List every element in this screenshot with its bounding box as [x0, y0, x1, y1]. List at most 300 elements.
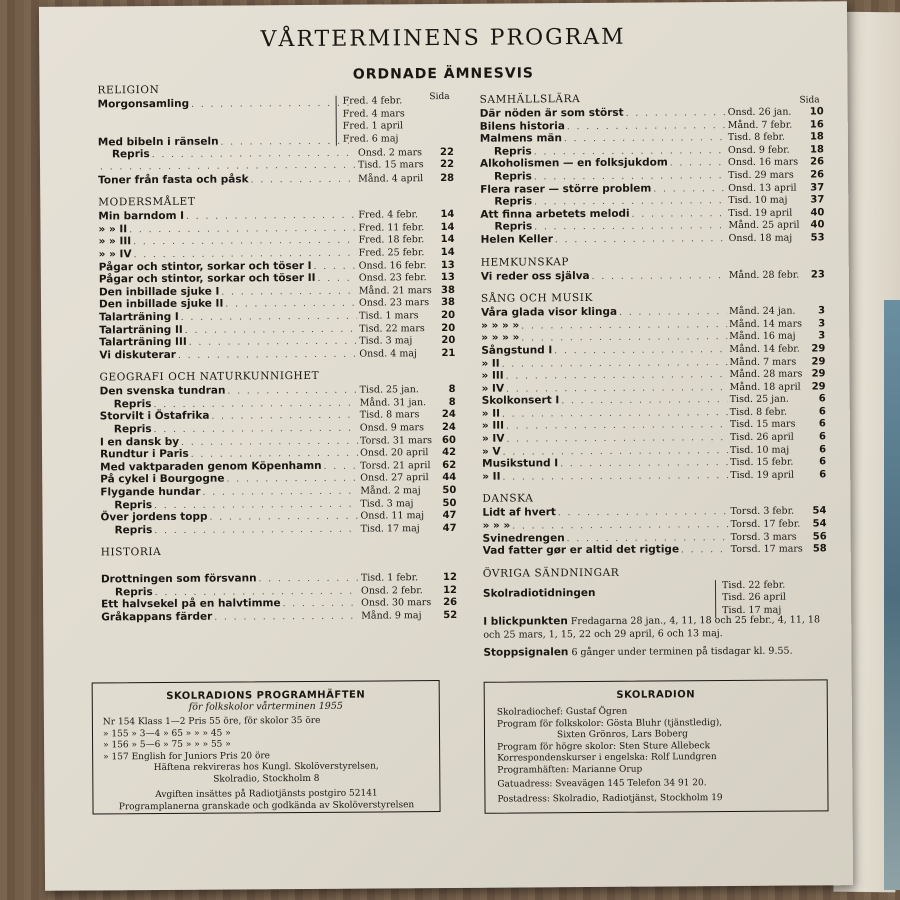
box-line: Skolradiochef: Gustaf Ögren — [496, 706, 628, 718]
page-number: 24 — [441, 421, 456, 434]
page-number: 40 — [810, 219, 825, 231]
program-row — [98, 208, 454, 223]
page-number: 13 — [440, 259, 455, 271]
program-title: Svinedrengen — [482, 531, 565, 545]
program-row — [101, 571, 457, 586]
program-date: Torsd. 17 febr. — [730, 518, 801, 531]
dot-leader — [186, 210, 356, 224]
program-row — [482, 579, 827, 617]
dot-leader — [189, 336, 358, 350]
program-date: Onsd. 2 mars — [357, 147, 423, 159]
program-title: Vi reder oss själva — [480, 269, 590, 283]
program-row — [99, 284, 455, 299]
program-row — [98, 221, 454, 236]
program-date: Onsd. 27 april — [360, 472, 429, 485]
program-date: Månd. 24 jan. — [729, 305, 796, 318]
program-title: Den inbillade sjuke II — [98, 297, 224, 311]
page-number: 21 — [441, 347, 456, 359]
brace-date: Fred. 1 april — [342, 120, 404, 132]
program-title: Talarträning III — [99, 335, 187, 349]
page-number: 54 — [812, 505, 827, 517]
program-title: Min barndom I — [98, 209, 185, 223]
page-number: 38 — [440, 284, 455, 296]
program-row — [480, 181, 824, 196]
program-title: Repris — [114, 585, 153, 598]
page-number: 26 — [810, 156, 825, 168]
program-date: Fred. 25 febr. — [358, 247, 425, 259]
dot-leader — [564, 132, 726, 146]
program-date: Tisd. 15 mars — [357, 159, 424, 171]
program-row — [99, 296, 455, 311]
dot-leader — [227, 385, 357, 399]
page-number: 6 — [819, 444, 827, 456]
program-date: Månd. 2 maj — [360, 485, 421, 497]
program-title: » » » » — [481, 331, 520, 345]
program-row — [480, 194, 824, 209]
program-row — [101, 609, 457, 624]
program-row — [482, 505, 826, 520]
program-title: Över jordens topp — [100, 510, 208, 524]
program-title: Gråkappans färder — [101, 610, 213, 624]
page-number: 60 — [441, 434, 456, 446]
page-number: 6 — [818, 393, 826, 405]
section — [97, 80, 454, 187]
box-line: Häftena rekvireras hos Kungl. Skolöverstyrelsen, — [153, 761, 379, 774]
right-column — [480, 89, 828, 660]
box-heading: SKOLRADION — [616, 689, 696, 701]
program-row — [100, 509, 456, 524]
page-number: 22 — [440, 158, 455, 171]
program-row — [99, 233, 455, 248]
page-number: 20 — [441, 335, 456, 347]
page-number: 8 — [448, 396, 456, 408]
program-row — [481, 367, 825, 382]
page-title: VÅRTERMINENS PROGRAM — [260, 24, 626, 53]
page-number: 37 — [810, 194, 825, 206]
stoppsignalen-para — [483, 644, 827, 660]
page-number: 62 — [442, 459, 457, 471]
dot-leader — [191, 98, 356, 112]
program-row — [480, 131, 824, 146]
program-row — [99, 309, 455, 324]
program-title: » » » — [482, 519, 511, 532]
page-number: 13 — [440, 272, 455, 284]
dot-leader — [181, 311, 357, 325]
program-row — [482, 443, 826, 458]
adjacent-page-photo — [884, 300, 900, 890]
program-date: Månd. 21 mars — [358, 284, 432, 297]
sida-label: Sida — [799, 95, 820, 106]
page-number: 12 — [443, 584, 458, 596]
box-line: Postadress: Skolradio, Radiotjänst, Stockholm 19 — [497, 792, 723, 805]
program-date: Månd. 14 febr. — [729, 343, 800, 355]
program-date: Onsd. 9 mars — [359, 422, 424, 434]
section-heading: MODERSMÅLET — [98, 195, 196, 209]
program-title: Repris — [494, 170, 532, 183]
program-title: » II — [482, 470, 501, 483]
page-number: 28 — [440, 172, 455, 184]
page-number: 29 — [811, 381, 826, 393]
date-brace — [715, 579, 786, 617]
box-lines — [497, 705, 816, 805]
program-page — [39, 1, 853, 891]
program-row — [482, 418, 826, 433]
box-line: Programhäften: Marianne Orup — [497, 764, 643, 776]
program-date: Onsd. 2 febr. — [360, 584, 423, 597]
page-number: 38 — [441, 297, 456, 309]
section-heading: ÖVRIGA SÄNDNINGAR — [482, 566, 620, 580]
program-row — [481, 304, 825, 319]
program-row — [481, 355, 825, 370]
program-date: Onsd. 23 febr. — [358, 272, 427, 284]
page-number: 50 — [442, 484, 457, 497]
section — [99, 367, 456, 537]
program-row — [482, 393, 826, 408]
program-date: Onsd. 9 febr. — [727, 144, 790, 156]
dot-leader — [225, 298, 357, 312]
program-date: Torsd. 21 april — [360, 459, 431, 472]
program-title: » IV — [481, 382, 505, 395]
program-title: Repris — [114, 523, 153, 537]
page-number: 54 — [812, 518, 827, 530]
program-title: Med vaktparaden genom Köpenhamn — [100, 459, 322, 474]
page-number: 53 — [810, 232, 825, 244]
program-title: » III — [481, 420, 505, 433]
dot-leader — [632, 208, 727, 221]
program-row — [480, 105, 824, 120]
program-title: Repris — [114, 498, 153, 511]
page-number: 6 — [818, 418, 826, 430]
program-date: Onsd. 23 mars — [358, 297, 430, 309]
dot-leader — [154, 523, 358, 537]
program-date: Tisd. 19 april — [728, 207, 793, 219]
program-title: Vad fatter gør er altid det rigtige — [482, 543, 680, 557]
page-number: 29 — [811, 355, 826, 367]
program-title: Helen Keller — [480, 233, 553, 246]
box-line: » 155 » 3—4 » 65 » » » 45 » — [102, 728, 231, 739]
program-title: Repris — [113, 397, 152, 411]
program-row — [100, 383, 456, 398]
program-row — [481, 342, 825, 357]
dot-leader — [555, 233, 727, 247]
program-row — [100, 396, 456, 411]
program-title: I en dansk by — [99, 435, 180, 449]
program-date: Onsd. 16 mars — [727, 156, 799, 169]
program-title: Skolradiotidningen — [482, 586, 596, 600]
program-row — [99, 246, 455, 261]
program-title: Våra glada visor klinga — [481, 305, 618, 319]
program-date: Månd. 16 maj — [729, 330, 796, 343]
program-row — [100, 408, 456, 423]
dot-leader — [324, 460, 359, 473]
program-date: Fred. 11 febr. — [358, 221, 425, 234]
dot-leader — [567, 120, 726, 134]
program-date: Tisd. 10 maj — [729, 444, 790, 456]
program-row — [100, 434, 456, 449]
program-row — [98, 171, 454, 186]
program-title: Där nöden är som störst — [479, 106, 624, 120]
page-number: 14 — [440, 234, 455, 246]
program-title: Morgonsamling — [97, 97, 190, 111]
page-number: 20 — [441, 309, 456, 321]
box-line: Skolradio, Stockholm 8 — [213, 773, 320, 785]
section-heading: GEOGRAFI OCH NATURKUNNIGHET — [99, 370, 320, 384]
dot-leader — [214, 610, 359, 624]
program-title: » II — [481, 407, 501, 420]
program-date: Tisd. 10 maj — [728, 194, 788, 207]
program-title: Toner från fasta och påsk — [98, 172, 249, 186]
section — [480, 89, 825, 246]
program-row — [100, 459, 456, 474]
program-date: Tisd. 19 april — [730, 469, 795, 481]
program-row — [480, 168, 824, 183]
program-title: Pågar och stintor, sorkar och töser II — [98, 272, 316, 286]
program-date: Fred. 4 febr. — [358, 209, 419, 221]
brace-date: Fred. 4 mars — [342, 107, 405, 120]
dot-leader — [681, 544, 729, 557]
program-row — [101, 596, 457, 611]
program-row — [99, 334, 455, 349]
dot-leader — [653, 183, 726, 196]
program-title: I blickpunkten — [483, 615, 568, 629]
program-date: Tisd. 22 mars — [359, 322, 425, 335]
box-italic: för folkskolor vårterminen 1955 — [188, 700, 343, 713]
program-row — [482, 430, 826, 445]
program-date: Månd. 14 mars — [729, 318, 803, 330]
page-subtitle: ORDNADE ÄMNESVIS — [352, 65, 535, 83]
box-line: Korrespondenskurser i engelska: Rolf Lundgren — [497, 752, 717, 764]
program-title: » » » » — [481, 319, 520, 332]
program-title: Drottningen som försvann — [100, 572, 257, 586]
program-title: Malmens män — [479, 132, 562, 145]
program-title: Sångstund I — [481, 344, 553, 357]
page-number: 24 — [441, 409, 456, 421]
program-date: Tisd. 8 febr. — [727, 131, 786, 144]
section-heading: HISTORIA — [100, 546, 162, 559]
program-date: Månd. 25 april — [728, 219, 800, 232]
program-date: Månd. 4 april — [358, 172, 424, 185]
dot-leader — [259, 573, 359, 586]
program-date: Torsd. 17 mars — [730, 543, 803, 556]
page-number: 3 — [818, 330, 826, 342]
box-lines — [103, 715, 430, 813]
program-date: Tisd. 17 maj — [360, 522, 420, 535]
program-date: Månd. 9 maj — [361, 609, 422, 622]
section — [101, 542, 458, 623]
page-number: 6 — [819, 456, 827, 468]
program-row — [100, 497, 456, 512]
box-heading: SKOLRADIONS PROGRAMHÄFTEN — [166, 689, 366, 702]
program-row — [100, 446, 456, 461]
skolradion-box — [484, 679, 829, 813]
page-number: 18 — [809, 144, 824, 156]
dot-leader — [558, 506, 729, 520]
program-title: Repris — [493, 145, 532, 158]
left-column — [97, 80, 457, 624]
page-number: 16 — [809, 118, 824, 131]
program-date: Tisd. 26 april — [729, 431, 794, 444]
program-date: Tisd. 15 mars — [729, 419, 796, 431]
dot-leader — [560, 457, 728, 471]
program-title: Ett halvsekel på en halvtimme — [101, 597, 281, 611]
page-number: 44 — [442, 472, 457, 484]
program-text: Fredagarna 28 jan., 4, 11, 18 och 25 febr., 4, 11, 18 och 25 mars, 1, 15, 22 och 29 april, 6 och 13 maj. — [483, 614, 821, 641]
program-date: Tisd. 8 febr. — [729, 406, 787, 418]
page-number: 47 — [442, 510, 457, 522]
program-title: Bilens historia — [479, 119, 565, 133]
dot-leader — [226, 473, 358, 487]
program-row — [482, 380, 826, 395]
program-date: Onsd. 18 maj — [728, 232, 793, 244]
brace-date: Fred. 6 maj — [342, 133, 399, 145]
page-number: 14 — [440, 246, 455, 258]
program-date: Månd. 28 mars — [729, 368, 803, 381]
program-title: Repris — [494, 220, 533, 233]
program-date: Tisd. 3 maj — [359, 335, 413, 347]
program-title: Skolkonsert I — [481, 394, 560, 408]
program-title: Repris — [111, 148, 150, 161]
program-title: Storvilt i Östafrika — [99, 410, 210, 423]
program-row — [482, 405, 826, 420]
program-title: Flera raser — större problem — [480, 182, 652, 196]
program-date: Månd. 28 febr. — [728, 269, 800, 281]
program-row — [98, 159, 454, 174]
dot-leader — [209, 511, 358, 525]
dot-leader — [318, 273, 357, 286]
section-heading: SÅNG OCH MUSIK — [480, 292, 594, 305]
dot-leader — [561, 394, 727, 408]
dot-leader — [626, 107, 726, 120]
section — [482, 489, 826, 558]
page-number: 56 — [812, 530, 827, 543]
page-number: 58 — [812, 543, 827, 555]
program-title: Talarträning I — [99, 310, 179, 324]
box-line: Program för folkskolor: Gösta Bluhr (tjänstledig), — [496, 717, 723, 730]
program-title: Alkoholismen — en folksjukdom — [479, 156, 668, 171]
program-row — [99, 321, 455, 336]
program-date: Månd. 18 april — [729, 381, 801, 393]
section — [481, 252, 825, 283]
dot-leader — [211, 410, 357, 424]
box-line: » 157 English for Juniors Pris 20 öre — [103, 750, 271, 762]
section-heading: RELIGION — [97, 83, 160, 97]
program-row — [480, 118, 824, 133]
page-number: 37 — [810, 181, 825, 194]
program-row — [481, 231, 825, 246]
program-row — [481, 268, 825, 283]
box-line: Gatuadress: Sveavägen 145 Telefon 34 91 20. — [497, 778, 707, 790]
program-date: Tisd. 25 jan. — [729, 393, 789, 406]
program-title: Att finna arbetets melodi — [480, 207, 630, 221]
program-date: Onsd. 20 april — [360, 447, 429, 459]
program-date: Fred. 18 febr. — [358, 234, 425, 246]
program-row — [481, 330, 825, 345]
program-date: Tisd. 1 mars — [359, 310, 419, 322]
program-text: 6 gånger under terminen på tisdagar kl. 9.55. — [571, 645, 793, 658]
program-date — [361, 558, 439, 559]
sida-label: Sida — [429, 91, 450, 103]
section — [481, 288, 826, 483]
page-number: 8 — [448, 384, 456, 396]
page-number: 14 — [440, 221, 455, 233]
program-title: » » II — [98, 222, 128, 236]
program-date: Månd. 7 mars — [729, 356, 797, 368]
program-date: Tisd. 1 febr. — [360, 572, 419, 584]
page-number: 26 — [443, 597, 458, 609]
program-title: Den inbillade sjuke I — [98, 285, 220, 299]
program-title: På cykel i Bourgogne — [100, 472, 225, 486]
program-row — [99, 271, 455, 286]
page-number: 40 — [810, 207, 825, 219]
program-row — [480, 156, 824, 171]
program-title: Den svenska tundran — [99, 384, 226, 398]
dot-leader — [554, 344, 727, 358]
program-row — [482, 456, 826, 471]
program-title: Vi diskuterar — [99, 348, 177, 362]
page-number: 22 — [439, 147, 454, 159]
program-date: Onsd. 13 april — [728, 182, 797, 194]
program-title: » II — [481, 357, 500, 370]
program-row — [482, 468, 826, 483]
program-row — [100, 471, 456, 486]
program-title: Musikstund I — [482, 457, 559, 470]
box-line: Nr 154 Klass 1—2 Pris 55 öre, för skolor 35 öre — [102, 715, 321, 728]
page-number: 42 — [442, 447, 457, 459]
program-title: » IV — [481, 432, 505, 445]
box-line: Program för högre skolor: Sten Sture Allebeck — [497, 740, 711, 753]
page-number: 52 — [443, 609, 458, 621]
program-date: Månd. 31 jan. — [359, 397, 427, 409]
program-row — [100, 484, 456, 499]
dot-leader — [185, 323, 358, 337]
dot-leader — [502, 470, 728, 484]
box-line: » 156 » 5—6 » 75 » » » 55 » — [103, 739, 231, 751]
program-date: Torsd. 31 mars — [359, 434, 433, 447]
program-row — [480, 219, 824, 234]
program-title: » III — [481, 369, 504, 382]
box-line: Programplanerna granskade och godkända av Skolöverstyrelsen — [118, 799, 415, 812]
program-date: Onsd. 30 mars — [361, 597, 432, 609]
program-title: Repris — [113, 423, 152, 436]
section-heading: SAMHÄLLSLÄRA — [479, 93, 581, 106]
page-number: 6 — [818, 406, 826, 418]
program-date: Tisd. 3 maj — [360, 497, 414, 510]
program-date: Onsd. 4 maj — [359, 347, 417, 360]
program-row — [483, 530, 827, 545]
page-number: 29 — [811, 368, 826, 380]
program-date: Tisd. 8 mars — [359, 409, 420, 422]
dot-leader — [283, 598, 360, 611]
page-number: 3 — [818, 318, 826, 330]
page-number: 29 — [811, 343, 826, 355]
dot-leader — [100, 160, 356, 174]
program-title: Pågar och stintor, sorkar och töser I — [98, 259, 312, 273]
program-title: Med bibeln i ränseln — [97, 135, 219, 149]
brace-date: Tisd. 26 april — [722, 592, 786, 604]
program-date: Tisd. 25 jan. — [359, 384, 419, 396]
program-row — [100, 421, 456, 436]
program-title: Lidt af hvert — [482, 506, 556, 520]
page-number: 18 — [809, 131, 824, 143]
program-row — [483, 517, 827, 532]
dot-leader — [592, 270, 727, 284]
page-number: 50 — [442, 497, 457, 509]
program-row — [99, 347, 455, 362]
page-number: 6 — [818, 431, 826, 443]
program-date: Onsd. 11 maj — [360, 510, 425, 522]
program-title: Rundtur i Paris — [100, 448, 189, 461]
program-row — [483, 543, 827, 558]
